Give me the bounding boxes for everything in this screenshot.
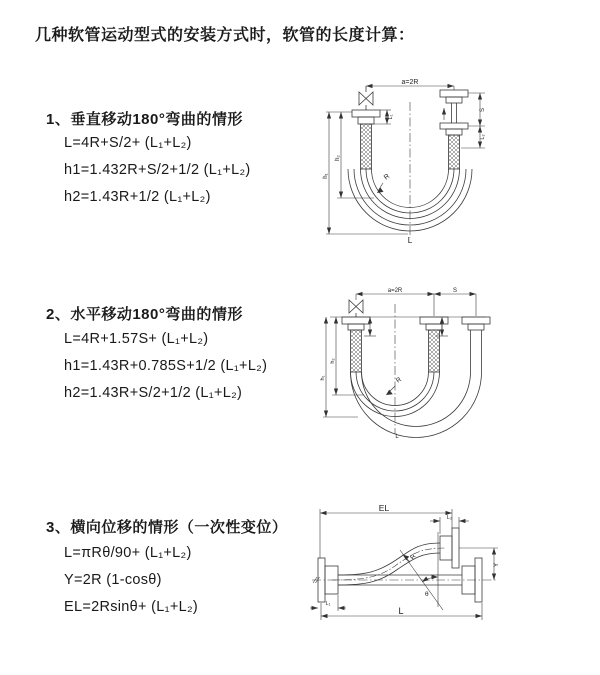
d2-dim-s: S bbox=[452, 288, 458, 294]
diagram-vertical-180-bend bbox=[322, 76, 492, 252]
d2-label-r: R bbox=[394, 376, 403, 385]
d3-dim-l2: L₂ bbox=[446, 515, 453, 521]
diagram-horizontal-180-bend bbox=[318, 286, 496, 444]
formula-line: h1=1.43R+0.785S+1/2 (L₁+L₂) bbox=[64, 358, 268, 374]
d3-dim-el: EL bbox=[378, 504, 390, 513]
d3-arrowheads bbox=[312, 511, 497, 618]
formula-line: L=4R+S/2+ (L₁+L₂) bbox=[64, 135, 192, 151]
d1-dim-a2r: a=2R bbox=[401, 79, 419, 86]
d2-dim-h1: h₁ bbox=[320, 375, 326, 381]
leader-arrowhead bbox=[403, 555, 410, 561]
arc-arrowhead bbox=[432, 575, 439, 579]
d1-label-l: L bbox=[407, 236, 413, 245]
braided-hose bbox=[449, 135, 460, 169]
flange bbox=[426, 324, 442, 330]
d3-dim-l: L bbox=[398, 606, 404, 616]
section-3-formulas bbox=[64, 540, 198, 621]
valve-icon bbox=[359, 92, 373, 105]
diagram-lateral-displacement bbox=[308, 504, 500, 624]
section-2-heading: 2、水平移动180°弯曲的情形 bbox=[46, 306, 243, 323]
page-title: 几种软管运动型式的安装方式时，软管的长度计算： bbox=[35, 27, 415, 44]
formula-line: h1=1.432R+S/2+1/2 (L₁+L₂) bbox=[64, 162, 251, 178]
d1-dim-l1: L₁ bbox=[388, 114, 394, 120]
d1-linework bbox=[326, 86, 485, 238]
flange bbox=[446, 97, 462, 103]
d2-dim-h2: h₂ bbox=[330, 358, 336, 364]
d3-labels bbox=[326, 504, 500, 616]
d2-arrowheads bbox=[324, 292, 476, 417]
d2-linework bbox=[323, 294, 490, 438]
formula-line: h2=1.43R+1/2 (L₁+L₂) bbox=[64, 189, 211, 205]
flange bbox=[462, 317, 490, 324]
d1-dim-h1: h₁ bbox=[323, 173, 329, 179]
d1-labels bbox=[323, 79, 486, 245]
d3-dim-l1: L₁ bbox=[325, 601, 331, 607]
section-1-heading: 1、垂直移动180°弯曲的情形 bbox=[46, 111, 243, 128]
formula-line: L=πRθ/90+ (L₁+L₂) bbox=[64, 545, 192, 561]
hose-curve bbox=[338, 543, 440, 575]
d1-dim-s: S bbox=[480, 107, 486, 113]
d3-label-theta: θ bbox=[425, 591, 429, 598]
flange bbox=[452, 528, 459, 568]
d3-linework bbox=[310, 509, 498, 620]
leader-arrowhead bbox=[386, 390, 393, 395]
d2-label-l: L bbox=[395, 434, 399, 440]
section-2-formulas bbox=[64, 326, 267, 407]
braided-hose bbox=[351, 330, 362, 372]
flange bbox=[446, 129, 462, 135]
flange bbox=[348, 324, 364, 330]
formula-line: EL=2Rsinθ+ (L₁+L₂) bbox=[64, 599, 199, 615]
arc-arrowhead bbox=[422, 577, 429, 583]
formula-line: L=4R+1.57S+ (L₁+L₂) bbox=[64, 331, 209, 347]
d3-dim-y: Y bbox=[493, 562, 500, 568]
d2-dim-a2r: a=2R bbox=[387, 288, 403, 294]
d1-dim-h2: h₂ bbox=[335, 155, 341, 161]
d1-dim-l2: L₂ bbox=[480, 134, 486, 140]
formula-line: Y=2R (1-cosθ) bbox=[64, 572, 162, 588]
section-1-formulas bbox=[64, 130, 251, 211]
section-3-heading: 3、横向位移的情形（一次性变位） bbox=[46, 519, 288, 536]
flange bbox=[440, 90, 468, 97]
flange bbox=[440, 123, 468, 129]
flange bbox=[352, 110, 380, 117]
hose-arc bbox=[362, 372, 471, 427]
d3-label-r: R bbox=[409, 553, 418, 562]
flange bbox=[358, 117, 374, 124]
flange bbox=[468, 324, 484, 330]
formula-line: h2=1.43R+S/2+1/2 (L₁+L₂) bbox=[64, 385, 243, 401]
flange bbox=[342, 317, 370, 324]
d1-label-r: R bbox=[382, 172, 392, 182]
braided-hose bbox=[361, 124, 372, 169]
valve-icon bbox=[349, 300, 363, 313]
